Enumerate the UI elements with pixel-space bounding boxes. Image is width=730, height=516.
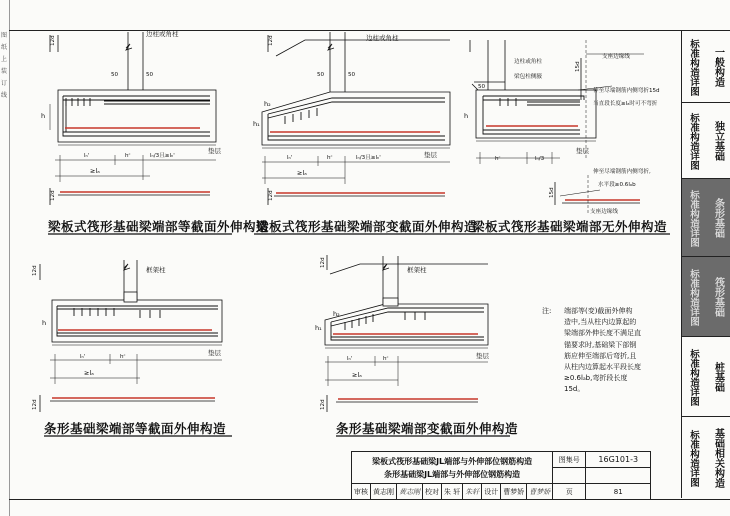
fig5-frame-col: 框架柱 [407, 266, 427, 274]
sidebar-tab-main: 标准构造详图 [688, 189, 699, 247]
review-label: 审核 [352, 484, 371, 500]
fig5-h1: h₁ [315, 324, 322, 332]
fig4-la: ≥lₐ [84, 369, 94, 377]
note-line: 从柱内边算起水平段长度 [564, 363, 641, 372]
fig4-12d-top: 12d [32, 265, 38, 276]
note-line: 造中,当从柱内边算起的 [564, 318, 637, 327]
atlas-label: 图集号 [553, 452, 586, 468]
sidebar-tab-sub: 基础相关构造 [712, 428, 724, 488]
fig2-h1: h₁ [253, 120, 260, 128]
fig2-dim-50a: 50 [317, 72, 325, 78]
fig1-12d-bottom: 12d [50, 190, 56, 201]
checker-signature: 朱轩 [463, 484, 482, 500]
atlas-blank-2 [586, 468, 651, 484]
fig1-12d-top: 12d [50, 35, 56, 46]
fig4-drawing [40, 260, 222, 412]
note-line: ≥0.6lₐb,弯折段长度 [564, 374, 628, 383]
fig2-12d-top: 12d [268, 35, 274, 46]
atlas-number: 16G101-3 [586, 452, 651, 468]
fig4-12d-bottom: 12d [32, 399, 38, 410]
fig3-bend2: 当直段长度≥lₐ时可不弯折 [593, 101, 658, 107]
title-line-2: 条形基础梁JL端部与外伸部位钢筋构造 [384, 469, 521, 479]
sidebar-tab-sub: 一般构造 [712, 47, 724, 87]
note-line: 15d。 [564, 385, 585, 394]
fig2-ln3: lₙ/3且≥lₙ' [356, 155, 381, 161]
fig1-dim-50b: 50 [146, 72, 154, 78]
fig4-pad: 垫层 [208, 349, 221, 357]
fig1-dim-50a: 50 [111, 72, 119, 78]
sidebar-tab-main: 标准构造详图 [688, 429, 699, 487]
fig3-support2: 支座边缘线 [590, 209, 618, 215]
fig3-dim-50: 50 [478, 84, 486, 90]
fig3-bend1: 伸至尽端钢筋内侧弯折15d [593, 88, 660, 94]
sidebar-tab-independent[interactable] [682, 102, 730, 179]
atlas-blank [553, 468, 586, 484]
fig2-dim-50b: 50 [348, 72, 356, 78]
title-block-titles [352, 452, 553, 484]
fig3-h: h [464, 112, 469, 120]
fig5-la: ≥lₐ [352, 371, 362, 379]
page-label: 页 [553, 484, 586, 500]
sidebar-tab-main: 标准构造详图 [688, 348, 699, 406]
title-block [351, 451, 651, 500]
fig5-ln-prime: lₙ' [347, 356, 353, 362]
fig3-pad: 垫层 [576, 147, 589, 155]
fig1-caption: 梁板式筏形基础梁端部等截面外伸构造 [48, 219, 270, 234]
fig3-edge-col: 边柱或角柱 [514, 59, 542, 65]
fig1-ln3: lₙ/3且≥lₙ' [150, 153, 175, 159]
sidebar-tab-raft[interactable] [682, 256, 730, 337]
fig3-15d-bottom: 15d [549, 187, 555, 198]
fig1-hc: hᶜ [125, 153, 131, 159]
fig5-h2: h₂ [333, 310, 340, 318]
fig1-edge-col: 边柱或角柱 [146, 30, 179, 38]
sidebar-tab-main: 标准构造详图 [688, 112, 699, 170]
sidebar-tab-sub: 独立基础 [712, 121, 724, 161]
fig3-support: 支座边缘线 [602, 54, 630, 60]
fig2-h2: h₂ [264, 100, 271, 108]
note-label: 注: [542, 307, 552, 315]
fig1-h: h [41, 112, 46, 120]
checker-name: 朱 轩 [442, 484, 463, 500]
note-block [542, 306, 641, 394]
fig1-ln-prime: lₙ' [84, 153, 90, 159]
sidebar-tab-sub: 筏形基础 [712, 277, 724, 317]
note-line: 梁端部外伸长度不满足直 [564, 329, 641, 338]
fig3-bend4: 水平段≥0.6lₐb [598, 182, 636, 188]
designer-name: 曹梦娇 [501, 484, 527, 500]
fig2-edge-col: 边柱或角柱 [366, 34, 399, 42]
sidebar-tab-sub: 桩基础 [712, 362, 724, 392]
fig5-12d-top: 12d [320, 257, 326, 268]
sidebar-tab-related[interactable] [682, 416, 730, 500]
fig5-12d-bottom: 12d [320, 399, 326, 410]
reviewer-signature: 黄志刚 [397, 484, 423, 500]
fig1-drawing [50, 32, 216, 205]
page-number: 81 [586, 484, 651, 500]
fig4-h: h [42, 319, 47, 327]
fig4-frame-col: 框架柱 [146, 266, 166, 274]
fig3-bend3: 伸至尽端钢筋内侧弯折, [593, 169, 651, 175]
fig5-caption: 条形基础梁端部变截面外伸构造 [336, 421, 519, 436]
binding-text: 图 纸 上 装 订 线 [1, 32, 8, 99]
fig1-pad: 垫层 [208, 147, 221, 155]
sidebar-tab-main: 标准构造详图 [688, 38, 699, 96]
sidebar-tab-general[interactable] [682, 30, 730, 103]
fig2-pad: 垫层 [424, 151, 437, 159]
note-line: 锚要求时,基础梁下部钢 [564, 340, 637, 349]
designer-signature: 曹梦娇 [527, 484, 553, 500]
fig2-caption: 梁板式筏形基础梁端部变截面外伸构造 [256, 219, 478, 234]
fig3-ln3: lₙ/3 [535, 156, 545, 162]
fig3-side-web: 梁包柱侧腋 [514, 74, 542, 80]
fig3-15d-top: 15d [575, 61, 581, 72]
fig2-la: ≥lₐ [297, 169, 307, 177]
fig3-hc: hᶜ [495, 156, 501, 162]
sidebar-tab-main: 标准构造详图 [688, 268, 699, 326]
fig3-caption: 梁板式筏形基础梁端部无外伸构造 [472, 219, 668, 234]
fig4-caption: 条形基础梁端部等截面外伸构造 [44, 421, 227, 436]
fig2-drawing [262, 32, 450, 205]
design-label: 设计 [482, 484, 501, 500]
note-line: 端部等(变)截面外伸构 [564, 307, 633, 315]
sidebar-tab-pile[interactable] [682, 336, 730, 417]
fig2-hc: hᶜ [327, 155, 333, 161]
check-label: 校对 [423, 484, 442, 500]
fig1-la: ≥lₐ [90, 167, 100, 175]
fig5-hc: hᶜ [383, 356, 389, 362]
fig2-ln-prime: lₙ' [287, 155, 293, 161]
title-line-1: 梁板式筏形基础梁JL端部与外伸部位钢筋构造 [372, 456, 533, 466]
sidebar-tab-sub: 条形基础 [712, 198, 724, 238]
fig2-12d-bottom: 12d [268, 190, 274, 201]
fig4-hc: hᶜ [120, 354, 126, 360]
note-line: 筋应伸至端部后弯折,且 [564, 351, 637, 360]
reviewer-name: 黄志刚 [371, 484, 397, 500]
fig4-ln-prime: lₙ' [80, 354, 86, 360]
fig3-drawing [470, 40, 644, 215]
sidebar-tab-strip[interactable] [682, 178, 730, 257]
fig5-drawing [325, 255, 488, 412]
fig5-pad: 垫层 [476, 352, 489, 360]
